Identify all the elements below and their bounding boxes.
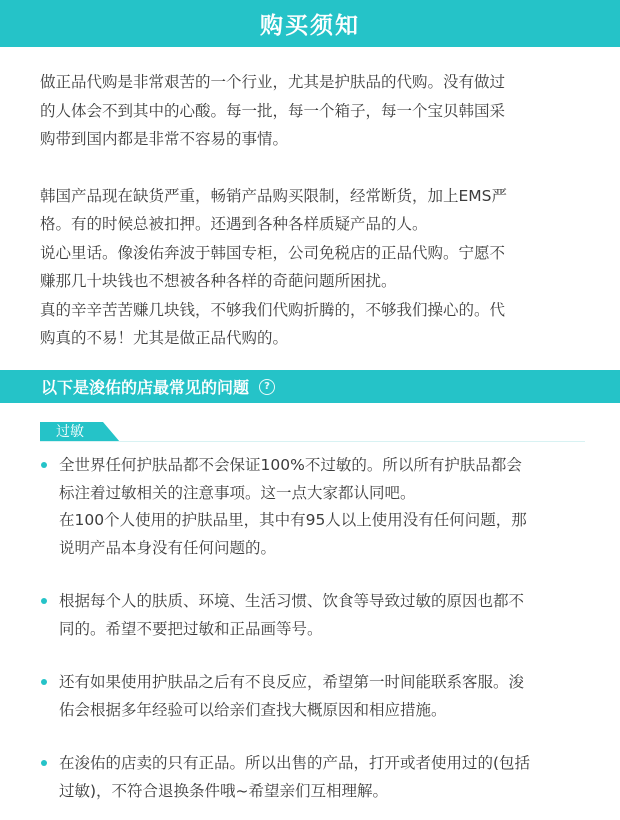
- faq-item: [40, 452, 590, 562]
- bullet-dot-icon: [41, 679, 47, 685]
- bullet-dot-icon: [41, 598, 47, 604]
- intro-line: 购带到国内都是非常不容易的事情。: [40, 130, 289, 148]
- category-tag-row: [40, 422, 585, 442]
- faq-item: [40, 588, 590, 643]
- intro-line: 韩国产品现在缺货严重，畅销产品购买限制，经常断货，加上EMS严: [40, 186, 508, 205]
- tag-divider: [40, 441, 585, 442]
- paragraph-gap: [40, 154, 585, 182]
- header-banner: [0, 0, 620, 47]
- faq-item-line: 在100个人使用的护肤品里，其中有95人以上使用没有任何问题，那: [59, 511, 527, 529]
- intro-line: 格。有的时候总被扣押。还遇到各种各样质疑产品的人。: [40, 215, 428, 233]
- bullet-dot-icon: [41, 760, 47, 766]
- intro-line: 赚那几十块钱也不想被各种各样的奇葩问题所困扰。: [40, 272, 397, 290]
- faq-item-line: 根据每个人的肤质、环境、生活习惯、饮食等导致过敏的原因也都不: [59, 592, 525, 610]
- faq-section-title: 以下是浚佑的店最常见的问题: [41, 378, 250, 397]
- category-tag-label: 过敏: [56, 424, 84, 440]
- bullet-dot-icon: [41, 462, 47, 468]
- faq-item-line: 还有如果使用护肤品之后有不良反应，希望第一时间能联系客服。浚: [59, 673, 525, 691]
- faq-item-line: 佑会根据多年经验可以给亲们查找大概原因和相应措施。: [59, 700, 447, 719]
- faq-item-line: 同的。希望不要把过敏和正品画等号。: [59, 619, 323, 638]
- question-mark-icon: ?: [259, 379, 275, 395]
- intro-line: 的人体会不到其中的心酸。每一批，每一个箱子，每一个宝贝韩国采: [40, 101, 506, 120]
- intro-line: 说心里话。像浚佑奔波于韩国专柜，公司免税店的正品代购。宁愿不: [40, 243, 506, 262]
- faq-item-line: 过敏)，不符合退换条件哦~希望亲们互相理解。: [59, 781, 389, 800]
- faq-item: [40, 669, 590, 724]
- intro-line: 做正品代购是非常艰苦的一个行业，尤其是护肤品的代购。没有做过: [40, 73, 506, 91]
- intro-line: 购真的不易！尤其是做正品代购的。: [40, 329, 289, 347]
- intro-line: 真的辛辛苦苦赚几块钱，不够我们代购折腾的，不够我们操心的。代: [40, 300, 506, 319]
- faq-section-header: [0, 370, 620, 403]
- intro-text: [40, 68, 585, 353]
- faq-item-line: 在浚佑的店卖的只有正品。所以出售的产品，打开或者使用过的(包括: [59, 754, 531, 772]
- faq-item-line: 说明产品本身没有任何问题的。: [59, 538, 277, 557]
- faq-list: [40, 452, 590, 805]
- page-title: 购买须知: [260, 13, 360, 39]
- faq-item-line: 全世界任何护肤品都不会保证100%不过敏的。所以所有护肤品都会: [59, 456, 522, 474]
- faq-item: [40, 750, 590, 805]
- faq-item-line: 标注着过敏相关的注意事项。这一点大家都认同吧。: [59, 483, 416, 502]
